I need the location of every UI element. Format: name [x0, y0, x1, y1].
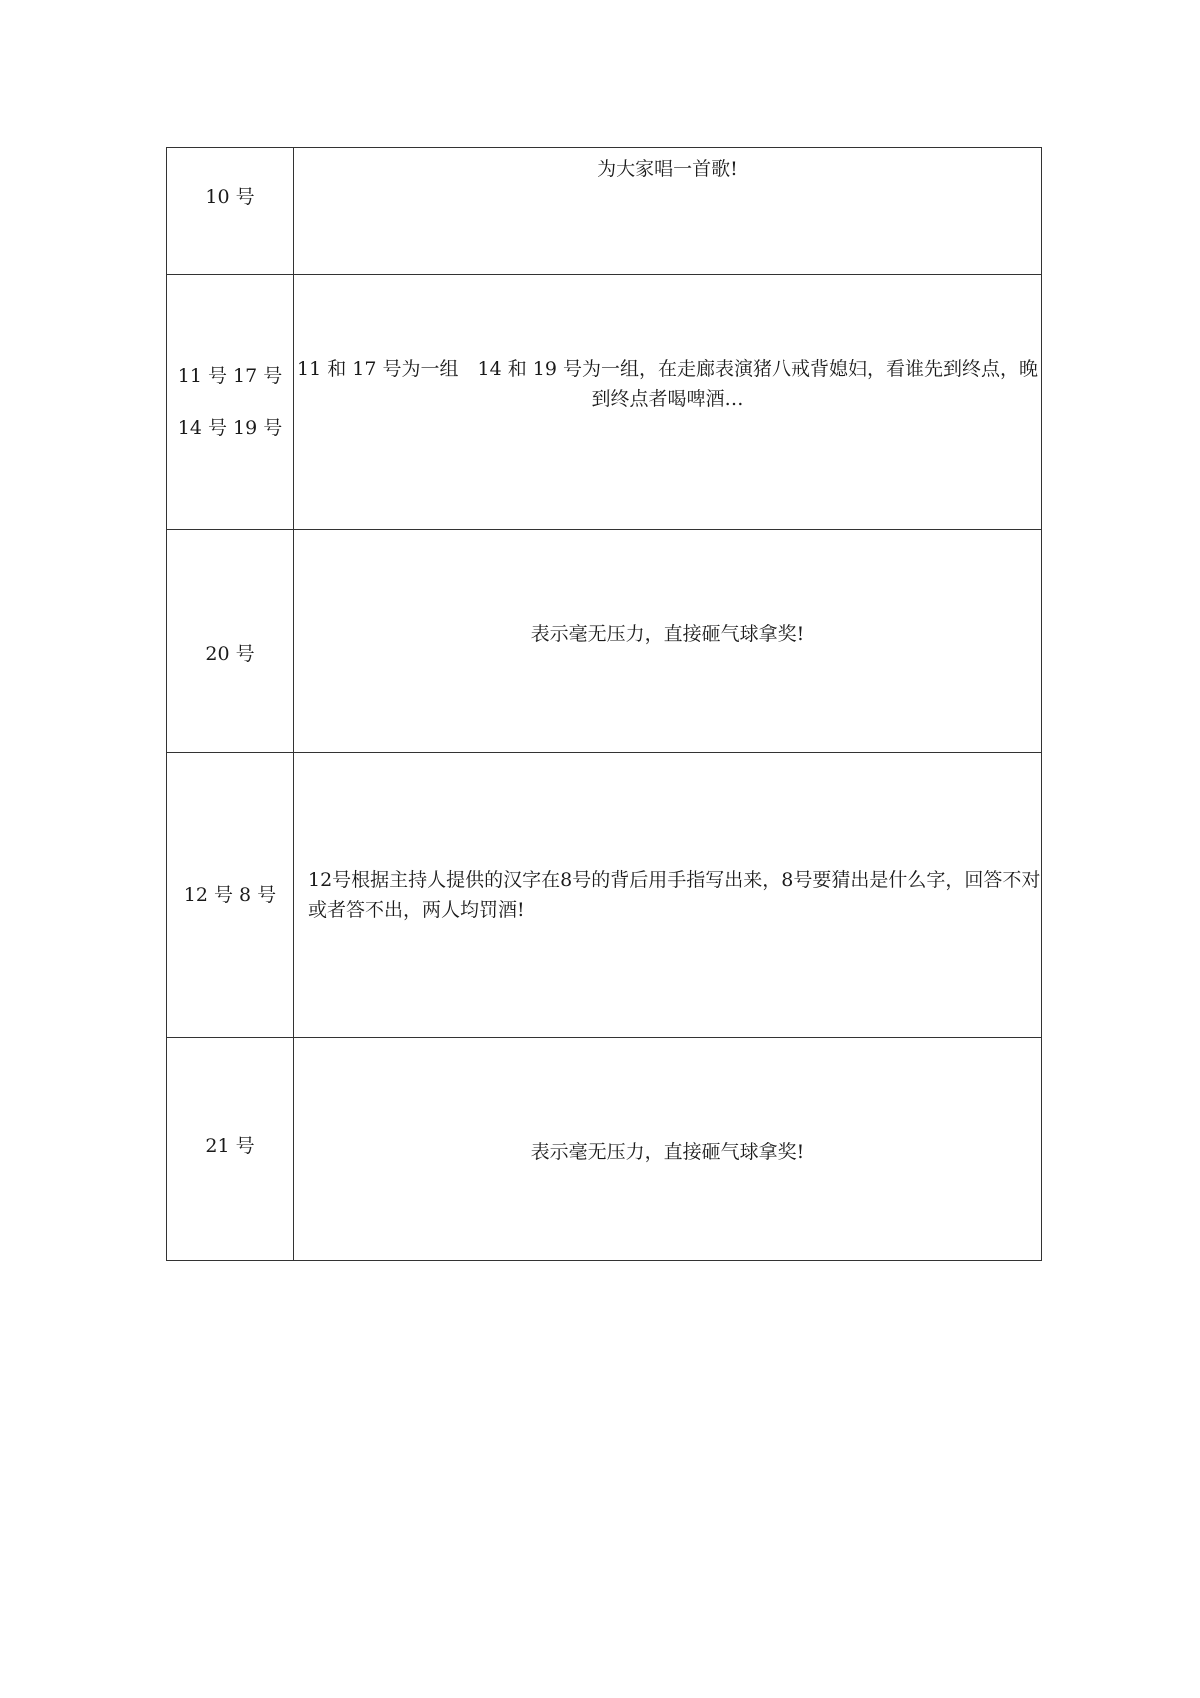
participant-number: 10 号	[205, 186, 255, 208]
participant-number: 20 号	[205, 642, 255, 665]
task-cell: 为大家唱一首歌!	[294, 148, 1042, 275]
participant-number: 11 号 17 号	[177, 364, 283, 387]
table-row	[167, 530, 1042, 753]
participant-number: 12 号 8 号	[183, 883, 277, 906]
task-cell: 12号根据主持人提供的汉字在8号的背后用手指写出来，8号要猜出是什么字，回答不对或者答不出，两人均罚酒!	[294, 752, 1042, 1038]
number-cell	[167, 148, 294, 275]
table-row	[167, 1038, 1042, 1261]
number-cell	[167, 752, 294, 1038]
game-table	[166, 147, 1042, 1261]
task-cell: 表示毫无压力，直接砸气球拿奖!	[294, 530, 1042, 753]
table-row	[167, 148, 1042, 275]
table-row	[167, 275, 1042, 530]
task-cell: 表示毫无压力，直接砸气球拿奖!	[294, 1038, 1042, 1261]
participant-number: 14 号 19 号	[177, 417, 283, 440]
number-cell	[167, 1038, 294, 1261]
table-row	[167, 752, 1042, 1038]
task-cell: 11 和 17 号为一组 14 和 19 号为一组，在走廊表演猪八戒背媳妇，看谁先到终点，晚到终点者喝啤酒…	[294, 275, 1042, 530]
participant-number: 21 号	[205, 1134, 255, 1157]
number-cell	[167, 530, 294, 753]
number-cell	[167, 275, 294, 530]
